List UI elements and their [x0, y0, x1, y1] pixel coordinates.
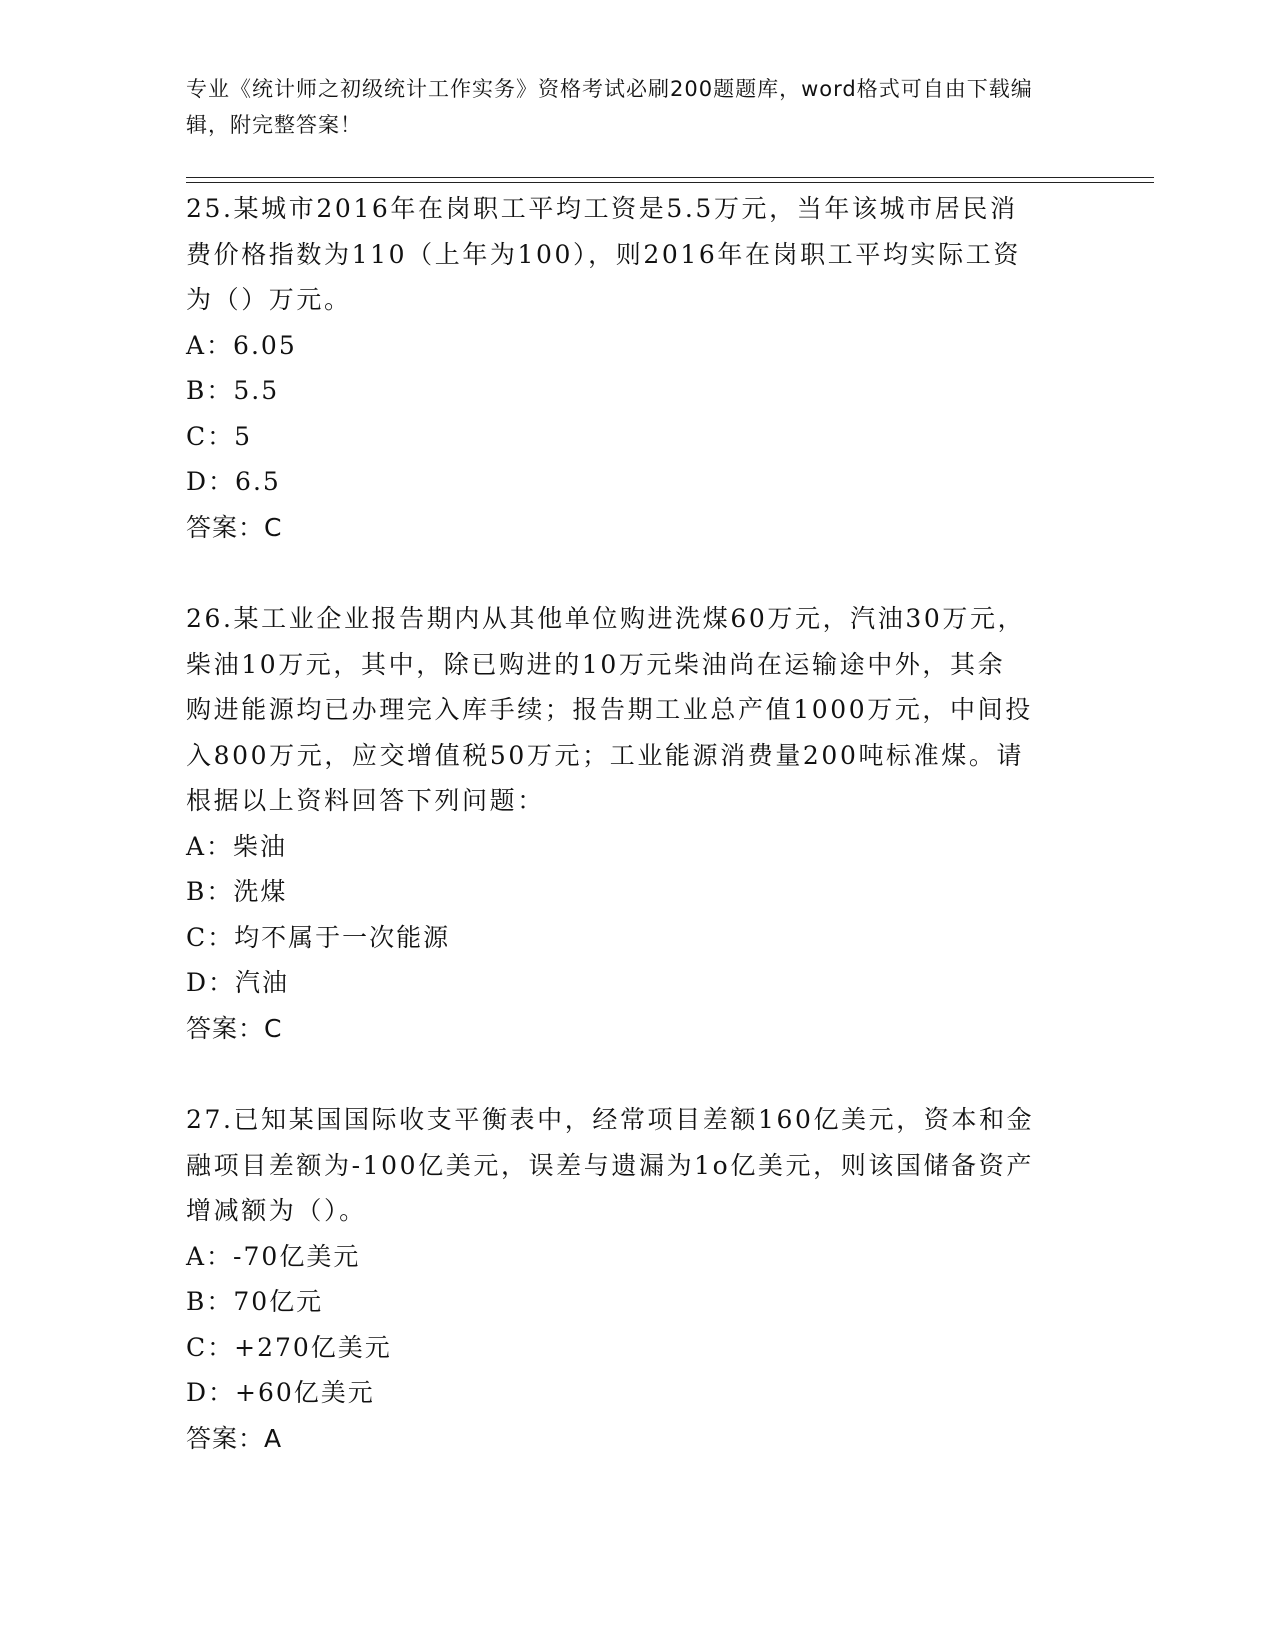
question-stem-line: 柴油10万元，其中，除已购进的10万元柴油尚在运输途中外，其余: [186, 649, 1006, 679]
question-stem-line: 26.某工业企业报告期内从其他单位购进洗煤60万元，汽油30万元，: [186, 604, 1026, 633]
question-stem-line: 融项目差额为-100亿美元，误差与遗漏为1o亿美元，则该国储备资产: [186, 1150, 1034, 1180]
option-b: B：5.5: [186, 376, 280, 405]
question-stem: [186, 596, 1086, 824]
header-divider-bottom: [186, 182, 1154, 183]
question-stem-line: 25.某城市2016年在岗职工平均工资是5.5万元，当年该城市居民消: [186, 194, 1018, 223]
answer-line: 答案：C: [186, 1013, 283, 1043]
option-d: D：+60亿美元: [186, 1378, 375, 1407]
question-stem: [186, 1097, 1086, 1234]
option-a: A：柴油: [186, 831, 288, 861]
question-stem-line: 费价格指数为110（上年为100），则2016年在岗职工平均实际工资: [186, 239, 1021, 269]
question-27: [186, 1097, 1086, 1461]
document-header: 专业《统计师之初级统计工作实务》资格考试必刷200题题库，word格式可自由下载编辑，附完整答案！: [186, 77, 1033, 137]
option-c: C：5: [186, 421, 253, 451]
option-b: B：洗煤: [186, 877, 288, 906]
option-c: C：+270亿美元: [186, 1332, 392, 1362]
question-stem-line: 根据以上资料回答下列问题：: [186, 786, 545, 815]
question-25: [186, 186, 1086, 550]
question-stem-line: 增减额为（）。: [186, 1196, 367, 1225]
option-d: D：6.5: [186, 467, 281, 496]
question-stem-line: 购进能源均已办理完入库手续；报告期工业总产值1000万元，中间投: [186, 695, 1033, 724]
option-b: B：70亿元: [186, 1287, 324, 1316]
question-stem-line: 27.已知某国国际收支平衡表中，经常项目差额160亿美元，资本和金: [186, 1105, 1035, 1134]
option-c: C：均不属于一次能源: [186, 922, 451, 952]
question-list: [186, 186, 1086, 1507]
option-a: A：6.05: [186, 330, 297, 360]
answer-line: 答案：A: [186, 1423, 283, 1453]
header-divider-top: [186, 177, 1154, 178]
question-26: [186, 596, 1086, 1051]
answer-line: 答案：C: [186, 512, 283, 542]
option-a: A：-70亿美元: [186, 1241, 361, 1271]
question-stem-line: 为（）万元。: [186, 285, 352, 314]
question-stem-line: 入800万元，应交增值税50万元；工业能源消费量200吨标准煤。请: [186, 740, 1025, 770]
option-d: D：汽油: [186, 968, 290, 997]
question-stem: [186, 186, 1086, 323]
